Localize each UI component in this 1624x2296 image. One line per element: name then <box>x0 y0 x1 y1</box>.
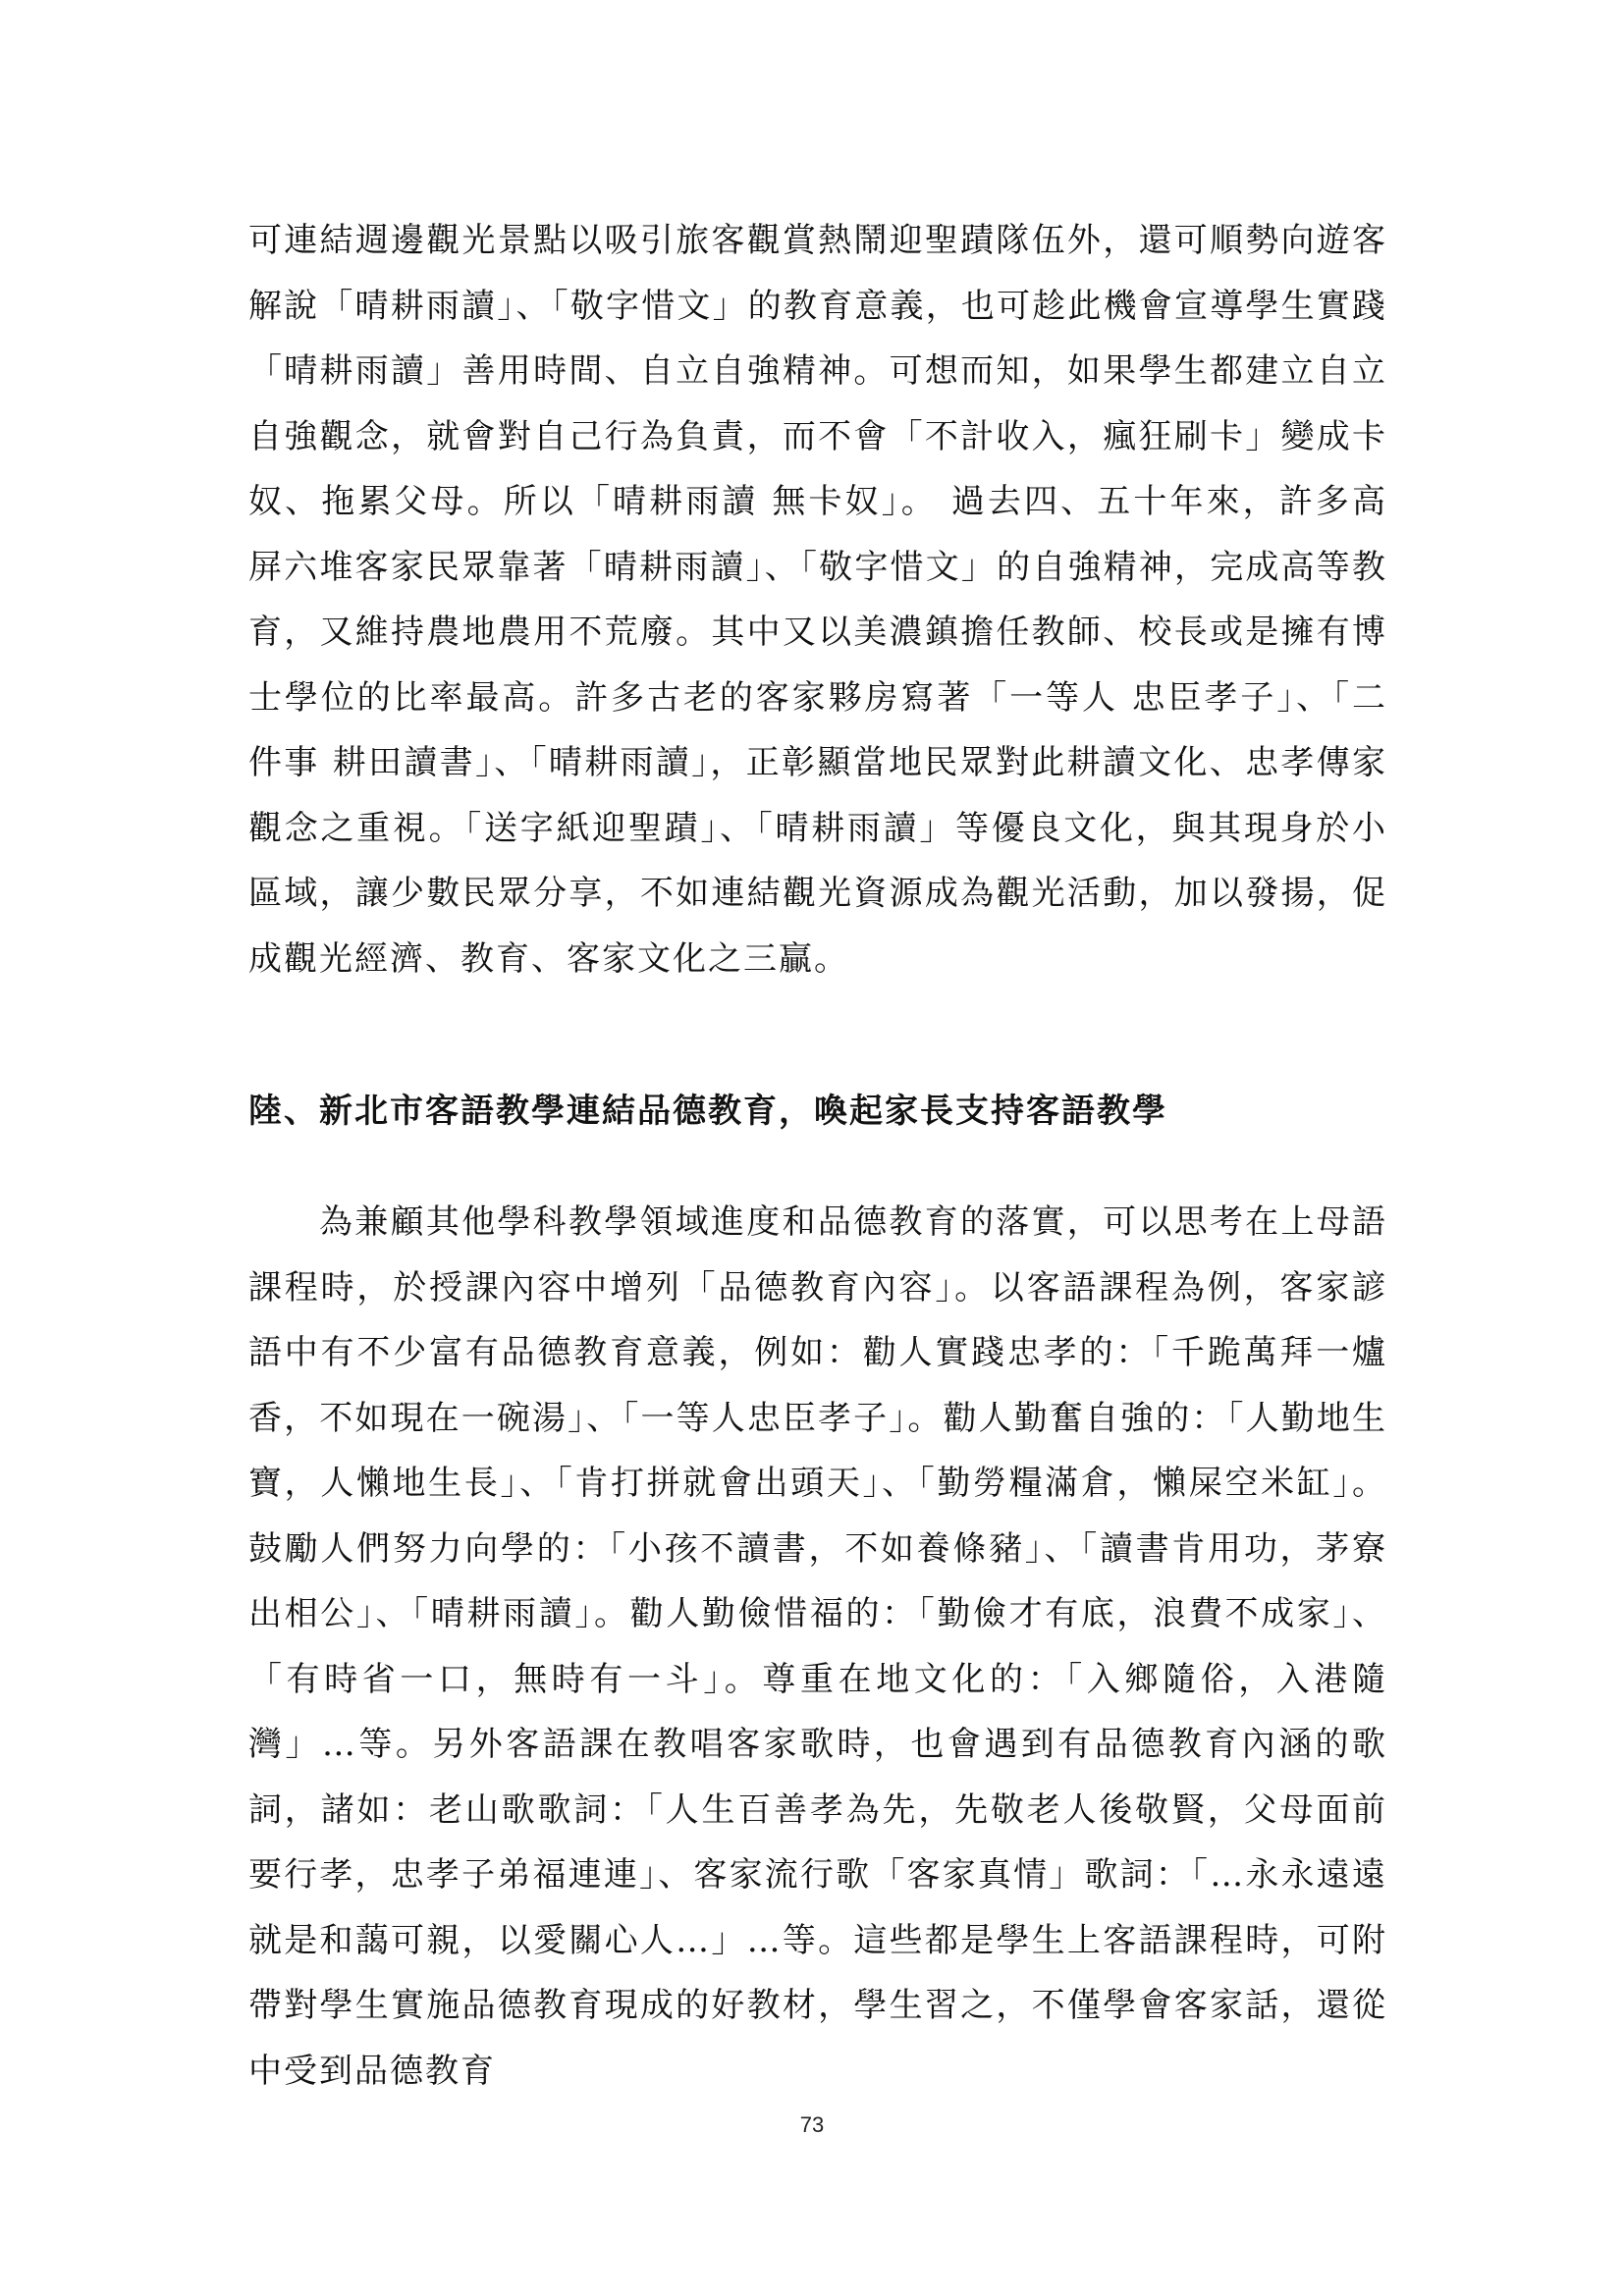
body-paragraph-2: 為兼顧其他學科教學領域進度和品德教育的落實，可以思考在上母語課程時，於授課內容中增列「品德教育內容」。以客語課程為例，客家諺語中有不少富有品德教育意義，例如：勸人實踐忠孝的：「千跪萬拜一爐香，不如現在一碗湯」、「一等人忠臣孝子」。勸人勤奮自強的：「人勤地生寶，人懶地生長」、「肯打拼就會出頭天」、「勤勞糧滿倉，懶屎空米缸」。鼓勵人們努力向學的：「小孩不讀書，不如養條豬」、「讀書肯用功，茅寮出相公」、「晴耕雨讀」。勸人勤儉惜福的：「勤儉才有底，浪費不成家」、「有時省一口，無時有一斗」。尊重在地文化的：「入鄉隨俗，入港隨灣」…等。另外客語課在教唱客家歌時，也會遇到有品德教育內涵的歌詞，諸如：老山歌歌詞：「人生百善孝為先，先敬老人後敬賢，父母面前要行孝，忠孝子弟福連連」、客家流行歌「客家真情」歌詞：「…永永遠遠就是和藹可親，以愛關心人…」…等。這些都是學生上客語課程時，可附帶對學生實施品德教育現成的好教材，學生習之，不僅學會客家話，還從中受到品德教育 <box>248 1202 1387 2091</box>
page-number: 73 <box>799 2112 825 2137</box>
body-paragraph-1: 可連結週邊觀光景點以吸引旅客觀賞熱鬧迎聖蹟隊伍外，還可順勢向遊客解說「晴耕雨讀」、「敬字惜文」的教育意義，也可趁此機會宣導學生實踐「晴耕雨讀」善用時間、自立自強精神。可想而知，如果學生都建立自立自強觀念，就會對自己行為負責，而不會「不計收入，瘋狂刷卡」變成卡奴、拖累父母。所以「晴耕雨讀 無卡奴」。 過去四、五十年來，許多高屏六堆客家民眾靠著「晴耕雨讀」、「敬字惜文」的自強精神，完成高等教育，又維持農地農用不荒廢。其中又以美濃鎮擔任教師、校長或是擁有博士學位的比率最高。許多古老的客家夥房寫著「一等人 忠臣孝子」、「二件事 耕田讀書」、「晴耕雨讀」，正彰顯當地民眾對此耕讀文化、忠孝傳家觀念之重視。「送字紙迎聖蹟」、「晴耕雨讀」等優良文化，與其現身於小區域，讓少數民眾分享，不如連結觀光資源成為觀光活動，加以發揚，促成觀光經濟、教育、客家文化之三贏。 <box>248 221 1387 979</box>
section-heading: 陸、新北市客語教學連結品德教育，喚起家長支持客語教學 <box>248 1092 1167 1131</box>
